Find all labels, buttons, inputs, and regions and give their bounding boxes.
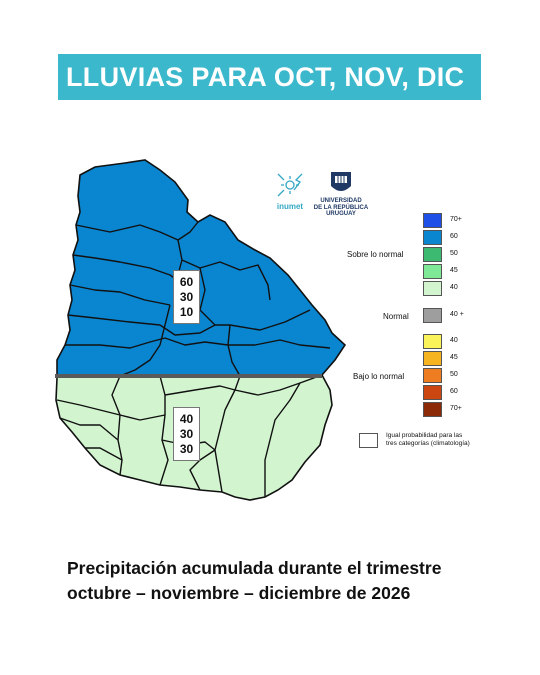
universidad-logo — [311, 198, 371, 218]
legend-value-above-50: 50 — [450, 250, 458, 257]
legend-swatch-above-50 — [423, 247, 442, 262]
legend-value-above-60: 60 — [450, 233, 458, 240]
inumet-logo — [270, 204, 310, 211]
universidad-logo-line-2: DE LA REPÚBLICA — [313, 204, 369, 211]
legend-value-below-70: 70+ — [450, 405, 462, 412]
legend-swatch-above-70 — [423, 213, 442, 228]
legend-swatch-below-45 — [423, 351, 442, 366]
legend-swatch-normal — [423, 308, 442, 323]
legend-swatch-below-60 — [423, 385, 442, 400]
north-probability-box — [173, 270, 200, 324]
universidad-logo-line-1: UNIVERSIDAD — [320, 198, 362, 204]
map-caption — [67, 556, 497, 606]
south-prob-below: 30 — [179, 442, 194, 456]
legend-swatch-below-40 — [423, 334, 442, 349]
legend-value-below-60: 60 — [450, 388, 458, 395]
legend-label-above: Sobre lo normal — [347, 250, 404, 259]
legend-value-below-50: 50 — [450, 371, 458, 378]
legend-value-above-40: 40 — [450, 284, 458, 291]
legend-value-above-45: 45 — [450, 267, 458, 274]
legend-swatch-below-70 — [423, 402, 442, 417]
south-prob-above: 40 — [179, 412, 194, 426]
legend-swatch-below-50 — [423, 368, 442, 383]
page-title: LLUVIAS PARA OCT, NOV, DIC — [66, 61, 465, 92]
north-prob-above: 60 — [179, 275, 194, 289]
legend-label-below: Bajo lo normal — [353, 372, 405, 381]
south-probability-box — [173, 407, 200, 461]
inumet-logo-graphic — [278, 174, 302, 196]
legend-equal-probability-line-1: Igual probabilidad para las — [386, 432, 463, 439]
legend-equal-probability-text — [386, 432, 516, 448]
caption-line-1: Precipitación acumulada durante el trimestre — [67, 558, 442, 578]
legend-swatch-above-60 — [423, 230, 442, 245]
legend-swatch-above-45 — [423, 264, 442, 279]
north-prob-normal: 30 — [179, 290, 194, 304]
legend-swatch-equal-probability — [359, 433, 378, 448]
legend-label-normal: Normal — [383, 312, 409, 321]
legend-value-above-70: 70+ — [450, 216, 462, 223]
north-prob-below: 10 — [179, 305, 194, 319]
legend-value-below-45: 45 — [450, 354, 458, 361]
legend-swatch-above-40 — [423, 281, 442, 296]
legend-value-below-40: 40 — [450, 337, 458, 344]
south-prob-normal: 30 — [179, 427, 194, 441]
inumet-logo-text: inumet — [276, 202, 304, 211]
legend-equal-probability-line-2: tres categorías (climatología) — [386, 440, 470, 447]
universidad-logo-line-3: URUGUAY — [326, 211, 356, 217]
caption-line-2: octubre – noviembre – diciembre de 2026 — [67, 583, 411, 603]
legend-value-normal: 40 + — [450, 311, 464, 318]
universidad-crest-icon — [331, 172, 351, 191]
